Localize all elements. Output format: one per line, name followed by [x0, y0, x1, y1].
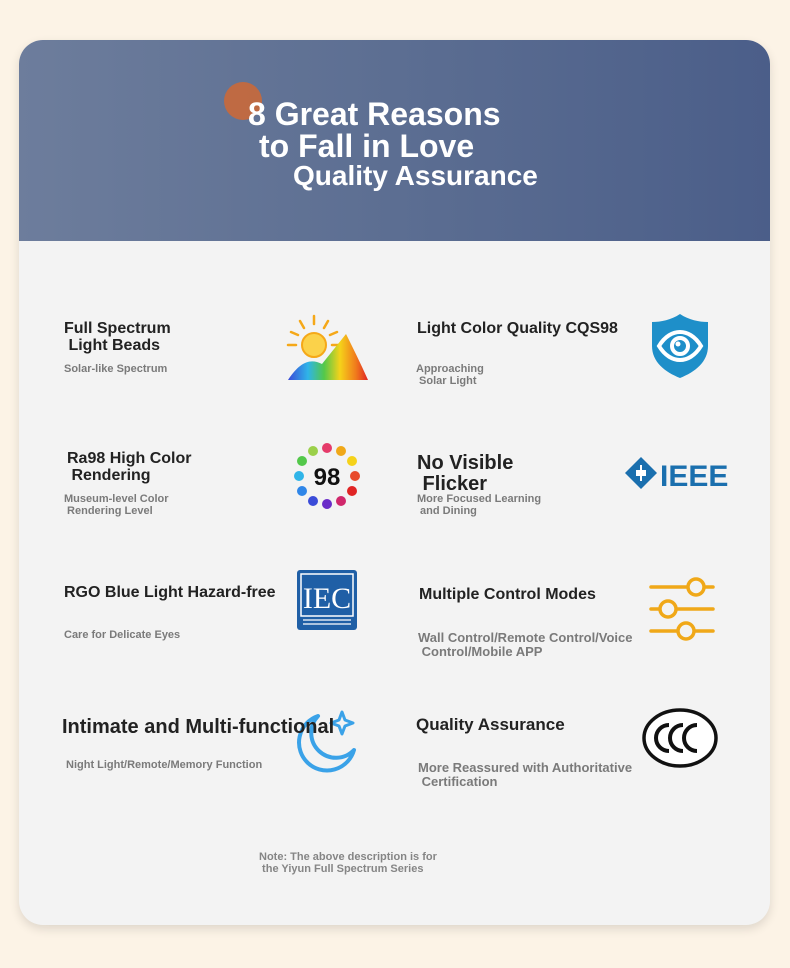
ccc-certification-icon — [641, 707, 719, 769]
feature-subtitle-flicker: More Focused Learning and Dining — [417, 493, 542, 517]
eye-shield-icon — [649, 312, 711, 380]
feature-subtitle-cqs98: Approaching Solar Light — [416, 363, 484, 387]
feature-title-ra98: Ra98 High Color Rendering — [67, 450, 192, 484]
feature-subtitle-full-spectrum: Solar-like Spectrum — [64, 363, 168, 375]
ra98-badge-text: 98 — [313, 464, 341, 491]
feature-subtitle-multifunctional: Night Light/Remote/Memory Function — [66, 759, 263, 771]
feature-title-flicker: No Visible Flicker — [417, 452, 514, 495]
ieee-logo-icon — [624, 456, 732, 490]
feature-title-full-spectrum: Full Spectrum Light Beads — [64, 320, 171, 354]
header-title-line2: to Fall in Love — [259, 128, 475, 164]
ieee-badge-text: IEEE — [660, 460, 729, 490]
feature-title-rgo: RGO Blue Light Hazard-free — [64, 584, 276, 601]
feature-subtitle-control: Wall Control/Remote Control/Voice Control/Mobile APP — [418, 630, 633, 659]
feature-title-control: Multiple Control Modes — [419, 586, 596, 603]
feature-title-cqs98: Light Color Quality CQS98 — [417, 320, 618, 337]
footnote: Note: The above description is for the Yiyun Full Spectrum Series — [259, 851, 437, 875]
iec-logo-icon — [297, 570, 357, 630]
sun-spectrum-icon — [286, 314, 370, 382]
header-banner — [19, 40, 770, 241]
iec-badge-text: IEC — [302, 582, 352, 615]
feature-subtitle-rgo: Care for Delicate Eyes — [64, 629, 181, 641]
feature-title-multifunctional: Intimate and Multi-functional — [62, 716, 335, 738]
feature-subtitle-quality: More Reassured with Authoritative Certification — [418, 760, 633, 789]
header-title-line1: 8 Great Reasons — [248, 96, 501, 132]
feature-subtitle-ra98: Museum-level Color Rendering Level — [64, 493, 169, 517]
feature-title-quality: Quality Assurance — [416, 715, 565, 734]
header-title-line3: Quality Assurance — [293, 160, 538, 191]
sliders-icon — [648, 576, 716, 642]
ra98-color-wheel-icon — [292, 441, 362, 511]
